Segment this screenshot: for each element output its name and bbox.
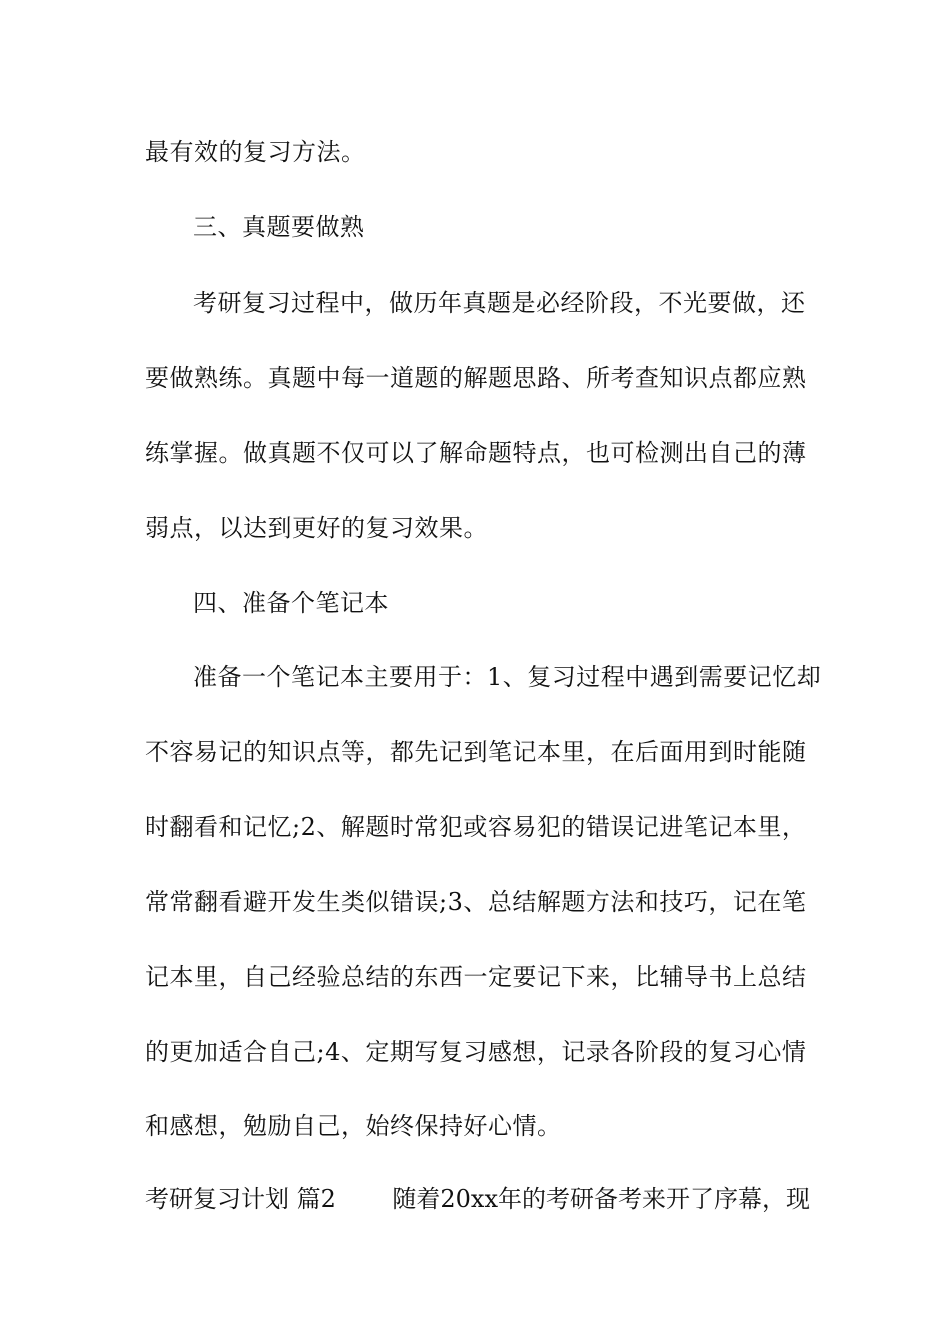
paragraph-line: 要做熟练。真题中每一道题的解题思路、所考查知识点都应熟	[145, 364, 807, 392]
section-title: 考研复习计划 篇2	[145, 1185, 336, 1213]
paragraph-line: 时翻看和记忆;2、解题时常犯或容易犯的错误记进笔记本里，	[145, 813, 807, 841]
paragraph-line: 准备一个笔记本主要用于：1、复习过程中遇到需要记忆却	[193, 663, 822, 691]
paragraph-line: 的更加适合自己;4、定期写复习感想，记录各阶段的复习心情	[145, 1038, 807, 1066]
next-section-line	[145, 1183, 810, 1215]
section-intro-text: 随着20xx年的考研备考来开了序幕，现	[392, 1185, 810, 1213]
paragraph-line: 练掌握。做真题不仅可以了解命题特点，也可检测出自己的薄	[145, 439, 807, 467]
paragraph-line: 弱点，以达到更好的复习效果。	[145, 514, 488, 542]
paragraph-line: 不容易记的知识点等，都先记到笔记本里，在后面用到时能随	[145, 738, 807, 766]
paragraph-line: 记本里，自己经验总结的东西一定要记下来，比辅导书上总结	[145, 963, 807, 991]
text-line: 最有效的复习方法。	[145, 138, 366, 166]
paragraph-line: 常常翻看避开发生类似错误;3、总结解题方法和技巧，记在笔	[145, 888, 807, 916]
paragraph-line: 和感想，勉励自己，始终保持好心情。	[145, 1112, 562, 1140]
section-heading: 四、准备个笔记本	[193, 589, 389, 617]
section-heading: 三、真题要做熟	[193, 213, 365, 241]
paragraph-line: 考研复习过程中，做历年真题是必经阶段，不光要做，还	[193, 289, 806, 317]
